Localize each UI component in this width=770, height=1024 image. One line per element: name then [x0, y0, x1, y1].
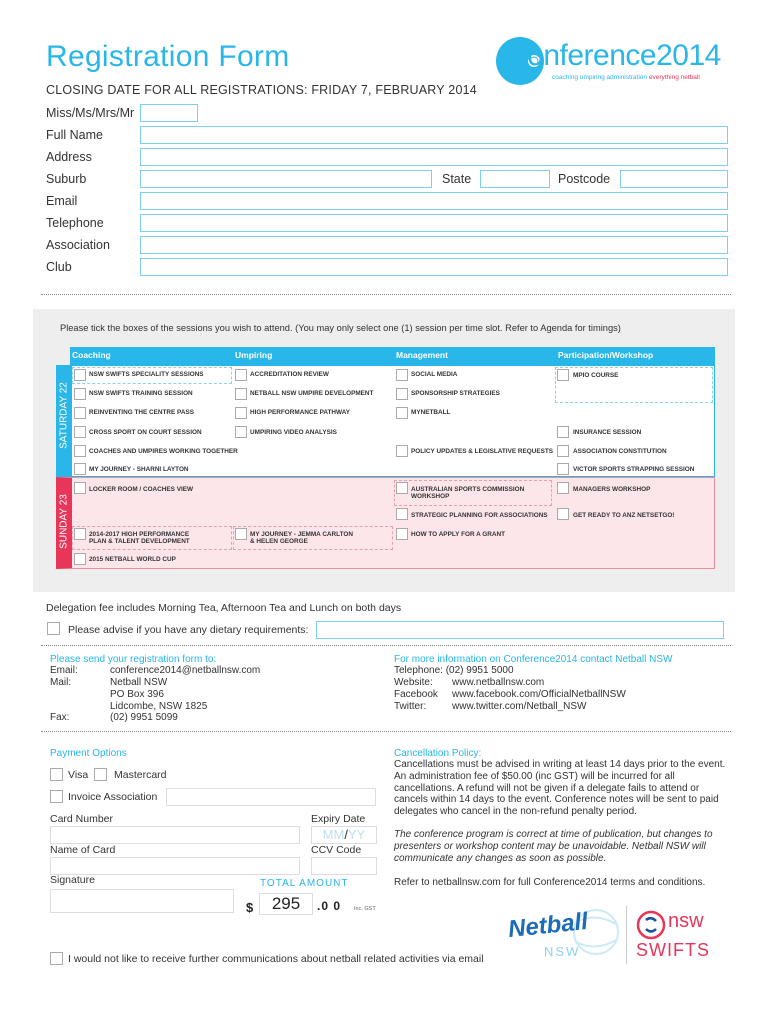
expiry-mm: MM	[322, 827, 345, 842]
session-checkbox[interactable]	[557, 445, 569, 457]
swifts-wordmark: SWIFTS	[636, 940, 710, 960]
session-label: ASSOCIATION CONSTITUTION	[573, 448, 667, 455]
send-fax: (02) 9951 5099	[110, 712, 178, 723]
inc-gst: Inc. GST	[354, 906, 376, 912]
session-checkbox[interactable]	[557, 508, 569, 520]
title-field[interactable]	[140, 104, 198, 122]
session-label: ACCREDITATION REVIEW	[250, 371, 329, 378]
session-label: LOCKER ROOM / COACHES VIEW	[89, 486, 194, 493]
state-label: State	[442, 172, 472, 186]
session-label: GET READY TO ANZ NETSETGO!	[573, 512, 675, 519]
club-label: Club	[46, 260, 72, 274]
session-label: HOW TO APPLY FOR A GRANT	[411, 531, 505, 538]
club-field[interactable]	[140, 258, 728, 276]
logo-text: Conference2014	[506, 39, 721, 72]
session-checkbox[interactable]	[396, 528, 408, 540]
session-label: NSW SWIFTS TRAINING SESSION	[89, 390, 193, 397]
col-coaching: Coaching	[72, 350, 111, 360]
session-label: INSURANCE SESSION	[573, 429, 642, 436]
session-label: UMPIRING VIDEO ANALYSIS	[250, 429, 337, 436]
swifts-badge-icon	[636, 910, 666, 940]
ccv-label: CCV Code	[311, 844, 362, 856]
expiry-label: Expiry Date	[311, 813, 366, 825]
session-label: CROSS SPORT ON COURT SESSION	[89, 429, 202, 436]
logo-divider	[626, 906, 627, 964]
conference-logo	[492, 34, 732, 92]
session-checkbox[interactable]	[396, 482, 408, 494]
session-checkbox[interactable]	[74, 388, 86, 400]
postcode-field[interactable]	[620, 170, 728, 188]
mastercard-label: Mastercard	[114, 769, 167, 781]
session-checkbox[interactable]	[396, 369, 408, 381]
session-label-cont: & HELEN GEORGE	[250, 538, 308, 545]
email-label: Email	[46, 194, 78, 208]
sessions-header	[70, 347, 715, 365]
optout-label: I would not like to receive further communications about netball related activities via email	[68, 953, 484, 965]
fullname-label: Full Name	[46, 128, 103, 142]
session-label: NSW SWIFTS SPECIALITY SESSIONS	[89, 371, 204, 378]
session-label: AUSTRALIAN SPORTS COMMISSION	[411, 486, 525, 493]
session-checkbox[interactable]	[235, 407, 247, 419]
sessions-instructions: Please tick the boxes of the sessions you wish to attend. (You may only select one (1) session per time slot. Refer to Agenda for timings)	[60, 323, 621, 333]
ccv-field[interactable]	[311, 857, 377, 875]
session-label: VICTOR SPORTS STRAPPING SESSION	[573, 466, 695, 473]
session-checkbox[interactable]	[557, 463, 569, 475]
total-label: TOTAL AMOUNT	[260, 878, 349, 889]
program-note: The conference program is correct at time of publication, but changes to presenters or workshop content may be unavoidable. Netball NSW will communicate any changes as soon as possible.	[394, 829, 713, 864]
cancellation-heading: Cancellation Policy:	[394, 748, 482, 759]
info-website[interactable]: www.netballnsw.com	[452, 677, 545, 688]
state-field[interactable]	[480, 170, 550, 188]
send-heading: Please send your registration form to:	[50, 654, 217, 665]
netball-nsw: NSW	[544, 944, 581, 959]
col-management: Management	[396, 350, 448, 360]
session-checkbox[interactable]	[396, 388, 408, 400]
session-label: HIGH PERFORMANCE PATHWAY	[250, 409, 351, 416]
divider	[41, 294, 731, 295]
info-telephone: Telephone: (02) 9951 5000	[394, 665, 514, 676]
session-checkbox[interactable]	[74, 426, 86, 438]
session-label: MY JOURNEY - SHARNI LAYTON	[89, 466, 189, 473]
send-mail-label: Mail:	[50, 677, 72, 688]
invoice-label: Invoice Association	[68, 791, 158, 803]
session-label: STRATEGIC PLANNING FOR ASSOCIATIONS	[411, 512, 548, 519]
info-facebook[interactable]: www.facebook.com/OfficialNetballNSW	[452, 689, 626, 700]
nsw-swifts-logo	[634, 906, 726, 966]
session-label: MY JOURNEY - JEMMA CARLTON	[250, 531, 353, 538]
sunday-label: SUNDAY 23	[58, 494, 70, 549]
telephone-label: Telephone	[46, 216, 104, 230]
session-checkbox[interactable]	[557, 426, 569, 438]
session-label: 2014-2017 HIGH PERFORMANCE	[89, 531, 190, 538]
divider	[41, 645, 731, 646]
invoice-checkbox[interactable]	[50, 790, 63, 803]
total-amount: 295	[259, 893, 313, 915]
visa-checkbox[interactable]	[50, 768, 63, 781]
send-email[interactable]: conference2014@netballnsw.com	[110, 665, 261, 676]
session-checkbox[interactable]	[74, 445, 86, 457]
page-title: Registration Form	[46, 40, 290, 73]
currency-symbol: $	[246, 900, 254, 915]
card-number-label: Card Number	[50, 813, 114, 825]
session-label: COACHES AND UMPIRES WORKING TOGETHER	[89, 448, 238, 455]
session-checkbox[interactable]	[74, 553, 86, 565]
session-label: SOCIAL MEDIA	[411, 371, 458, 378]
send-mail-2: PO Box 396	[110, 689, 164, 700]
session-label: REINVENTING THE CENTRE PASS	[89, 409, 194, 416]
info-heading: For more information on Conference2014 contact Netball NSW	[394, 654, 673, 665]
card-number-field[interactable]	[50, 826, 300, 844]
send-fax-label: Fax:	[50, 712, 70, 723]
postcode-label: Postcode	[558, 172, 611, 186]
saturday-label: SATURDAY 22	[58, 382, 70, 449]
session-checkbox[interactable]	[235, 426, 247, 438]
col-umpiring: Umpiring	[235, 350, 273, 360]
swifts-nsw: nsw	[668, 910, 704, 932]
session-label-cont: PLAN & TALENT DEVELOPMENT	[89, 538, 190, 545]
mastercard-checkbox[interactable]	[94, 768, 107, 781]
netball-wordmark: Netball	[506, 907, 590, 944]
dietary-checkbox[interactable]	[47, 622, 60, 635]
delegation-note: Delegation fee includes Morning Tea, Afternoon Tea and Lunch on both days	[46, 602, 402, 614]
logo-tagline: coaching umpiring administration	[552, 74, 648, 81]
suburb-label: Suburb	[46, 172, 87, 186]
name-on-card-field[interactable]	[50, 857, 300, 875]
association-field[interactable]	[140, 236, 728, 254]
expiry-field[interactable]: MM/YY	[311, 826, 377, 844]
session-label-cont: WORKSHOP	[411, 493, 450, 500]
invoice-field[interactable]	[166, 788, 376, 806]
info-twitter[interactable]: www.twitter.com/Netball_NSW	[452, 701, 587, 712]
dietary-label: Please advise if you have any dietary requirements:	[68, 624, 309, 636]
session-checkbox[interactable]	[235, 528, 247, 540]
dietary-field[interactable]	[316, 621, 724, 639]
session-checkbox[interactable]	[396, 445, 408, 457]
title-label: Miss/Ms/Mrs/Mr	[46, 106, 135, 120]
session-checkbox[interactable]	[396, 508, 408, 520]
session-checkbox[interactable]	[396, 407, 408, 419]
name-on-card-label: Name of Card	[50, 844, 116, 856]
divider	[41, 731, 731, 732]
email-field[interactable]	[140, 192, 728, 210]
fullname-field[interactable]	[140, 126, 728, 144]
info-facebook-label: Facebook	[394, 689, 438, 700]
netball-nsw-logo	[504, 906, 624, 966]
session-checkbox[interactable]	[74, 482, 86, 494]
session-label: MYNETBALL	[411, 409, 451, 416]
optout-checkbox[interactable]	[50, 952, 63, 965]
terms-note: Refer to netballnsw.com for full Conference2014 terms and conditions.	[394, 877, 706, 888]
address-field[interactable]	[140, 148, 728, 166]
session-label: MPIO COURSE	[573, 372, 619, 379]
session-checkbox[interactable]	[74, 407, 86, 419]
session-label: 2015 NETBALL WORLD CUP	[89, 556, 176, 563]
logo-tagline-accent: everything netball	[648, 74, 700, 81]
closing-date: CLOSING DATE FOR ALL REGISTRATIONS: FRIDAY 7, FEBRUARY 2014	[46, 83, 477, 97]
session-label: NETBALL NSW UMPIRE DEVELOPMENT	[250, 390, 374, 397]
info-website-label: Website:	[394, 677, 433, 688]
send-mail-1: Netball NSW	[110, 677, 168, 688]
session-label: MANAGERS WORKSHOP	[573, 486, 651, 493]
address-label: Address	[46, 150, 92, 164]
send-mail-3: Lidcombe, NSW 1825	[110, 701, 208, 712]
info-twitter-label: Twitter:	[394, 701, 427, 712]
cancellation-text: Cancellations must be advised in writing at least 14 days prior to the event. An administration fee of $50.00 (inc GST) will be incurred for all cancellations. A refund will not be given if a delegate fails to attend or cancels within 14 days to the event. Conference notes will be sent to paid delegates who cancel in the non-refund penalty period.	[394, 759, 726, 818]
col-participation: Participation/Workshop	[558, 350, 654, 360]
session-checkbox[interactable]	[74, 463, 86, 475]
expiry-yy: YY	[347, 827, 366, 842]
session-checkbox[interactable]	[557, 482, 569, 494]
session-checkbox[interactable]	[74, 528, 86, 540]
signature-field[interactable]	[50, 889, 234, 913]
session-label: POLICY UPDATES & LEGISLATIVE REQUESTS	[411, 448, 554, 455]
session-label: SPONSORSHIP STRATEGIES	[411, 390, 500, 397]
visa-label: Visa	[68, 769, 89, 781]
session-checkbox[interactable]	[235, 369, 247, 381]
telephone-field[interactable]	[140, 214, 728, 232]
payment-heading: Payment Options	[50, 748, 127, 759]
association-label: Association	[46, 238, 110, 252]
session-checkbox[interactable]	[74, 369, 86, 381]
send-email-label: Email:	[50, 665, 78, 676]
session-checkbox[interactable]	[235, 388, 247, 400]
suburb-field[interactable]	[140, 170, 432, 188]
signature-label: Signature	[50, 874, 95, 886]
session-checkbox[interactable]	[557, 369, 569, 381]
total-cents: .0 0	[317, 899, 342, 913]
